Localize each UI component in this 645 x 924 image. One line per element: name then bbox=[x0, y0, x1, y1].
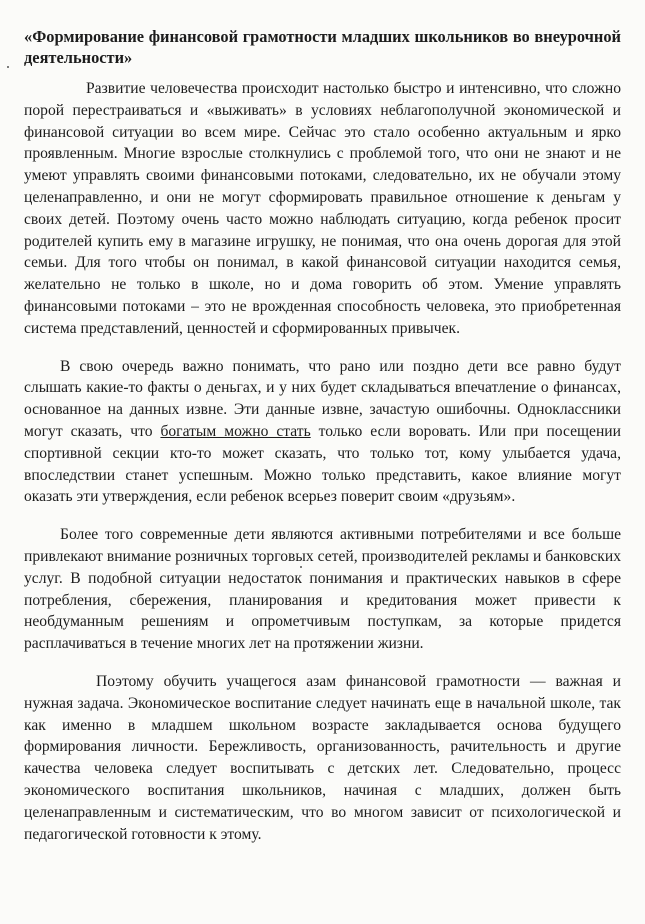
paragraph-3: Более того современные дети являются активными потребителями и все больше привлекают внимание розничных торговых сетей, производителей рекламы и банковских услуг. В подобной ситуации недостаток понимания и практических навыков в сфере потребления, сбережения, планирования и кредитования может привести к необдуманным решениям и опрометчивым поступкам, за которые придется расплачиваться в течение многих лет на протяжении жизни. bbox=[24, 526, 621, 653]
scan-speck bbox=[7, 66, 9, 68]
paragraph-1: Развитие человечества происходит настолько быстро и интенсивно, что сложно порой перестраиваться и «выживать» в условиях неблагополучной экономической и финансовой ситуации во всем мире. Сейчас это стало особенно актуальным и ярко проявленным. Многие взрослые столкнулись с проблемой того, что они не знают и не умеют управлять своими финансовыми потоками, следовательно, их не обучали этому целенаправленно, и они не могут сформировать правильное отношение к деньгам у своих детей. Поэтому очень часто можно наблюдать ситуацию, когда ребенок просит родителей купить ему в магазине игрушку, не понимая, что она очень дорогая для этой семьи. Для того чтобы он понимал, в какой финансовой ситуации находится семья, желательно не только в школе, но и дома говорить об этом. Умение управлять финансовыми потоками – это не врожденная способность человека, это приобретенная система представлений, ценностей и сформированных привычек. bbox=[24, 80, 621, 337]
underlined-phrase: богатым можно стать bbox=[160, 422, 311, 440]
scan-speck bbox=[300, 566, 302, 568]
paragraph-2-text-after: только если воровать. Или при посещении спортивной секции кто-то может сказать, что только тот, кому улыбается удача, впоследствии станет успешным. Можно только представить, какое влияние могут оказать эти утверждения, если ребенок всерьез поверит своим «друзьям». bbox=[24, 422, 621, 506]
paragraph-2 bbox=[24, 356, 621, 509]
document-title: «Формирование финансовой грамотности младших школьников во внеурочной деятельности» bbox=[24, 27, 621, 67]
paragraph-4: Поэтому обучить учащегося азам финансовой грамотности — важная и нужная задача. Экономическое воспитание следует начинать еще в начальной школе, так как именно в младшем школьном возрасте закладывается основа будущего формирования личности. Бережливость, организованность, рачительность и другие качества человека следует воспитывать с детских лет. Следовательно, процесс экономического воспитания школьников, начиная с младших, должен быть целенаправленным и систематическим, что во многом зависит от психологической и педагогической готовности к этому. bbox=[24, 672, 621, 843]
paragraph-2-text-before: В свою очередь важно понимать, что рано или поздно дети все равно будут слышать какие-то факты о деньгах, и у них будет складываться впечатление о финансах, основанное на данных извне. Эти данные извне, зачастую ошибочны. Одноклассники могут сказать, что bbox=[24, 357, 621, 440]
